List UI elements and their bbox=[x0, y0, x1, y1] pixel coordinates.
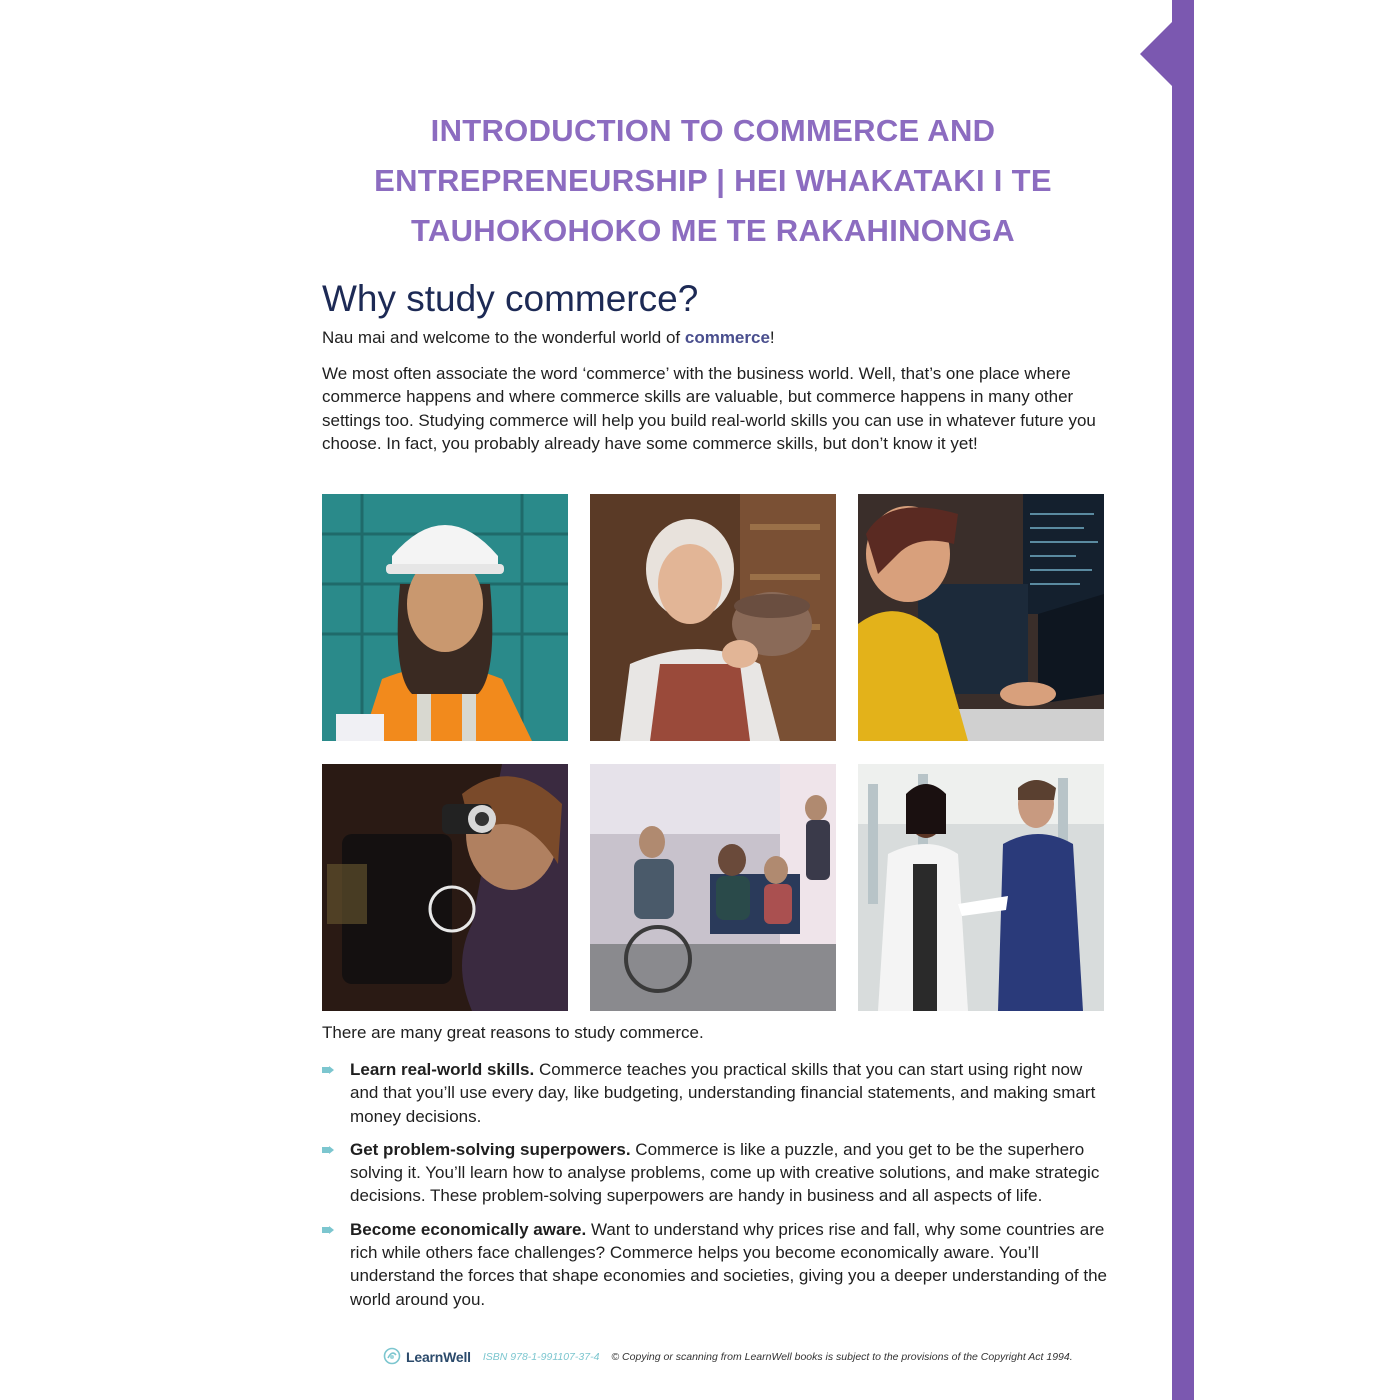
intro-paragraph bbox=[322, 326, 1112, 350]
list-item bbox=[322, 1058, 1112, 1128]
photo-construction-worker bbox=[322, 494, 568, 741]
reason-text: Want to understand why prices rise and fall, why some countries are rich while others face challenges? Commerce helps you become economically aware. You’ll understand the forces that shape economies and societies, giving you a deeper understanding of the world around you. bbox=[350, 1219, 1108, 1309]
reason-lead: Learn real-world skills. bbox=[350, 1060, 535, 1079]
photo-medical-staff bbox=[858, 764, 1104, 1011]
photo-programmer bbox=[858, 494, 1104, 741]
isbn-text: ISBN 978-1-991107-37-4 bbox=[482, 1351, 600, 1363]
photo-office-meeting bbox=[590, 764, 836, 1011]
arrow-bullet-icon bbox=[322, 1226, 334, 1234]
reasons-intro: There are many great reasons to study commerce. bbox=[322, 1023, 704, 1042]
arrow-bullet-icon bbox=[322, 1146, 334, 1154]
side-accent-bar bbox=[1172, 0, 1194, 1400]
reason-lead: Become economically aware. bbox=[350, 1219, 587, 1239]
page-footer bbox=[383, 1346, 1073, 1368]
list-item bbox=[322, 1218, 1112, 1311]
body-paragraph: We most often associate the word ‘commerce’ with the business world. Well, that’s one place where commerce happens and where commerce skills are valuable, but commerce happens in many other settings too. Studying commerce will help you build real-world skills you can use in whatever future you choose. In fact, you probably already have some commerce skills, but don’t know it yet! bbox=[322, 364, 1096, 453]
intro-text-end: ! bbox=[769, 328, 775, 347]
brand-name: LearnWell bbox=[406, 1349, 471, 1365]
photo-potter bbox=[590, 494, 836, 741]
copyright-text: © Copying or scanning from LearnWell books is subject to the provisions of the Copyright Act 1994. bbox=[611, 1351, 1073, 1363]
photo-camera-operator bbox=[322, 764, 568, 1011]
intro-keyword: commerce bbox=[684, 328, 770, 347]
list-item bbox=[322, 1138, 1112, 1208]
side-accent-tab bbox=[1140, 22, 1172, 86]
swirl-logo-icon bbox=[383, 1347, 401, 1368]
brand-logo bbox=[383, 1347, 471, 1368]
reason-lead: Get problem-solving superpowers. bbox=[350, 1139, 631, 1159]
reasons-list bbox=[322, 1058, 1112, 1321]
page-title: INTRODUCTION TO COMMERCE AND ENTREPRENEURSHIP | HEI WHAKATAKI I TE TAUHOKOHOKO ME TE RAKAHINONGA bbox=[374, 113, 1052, 248]
reason-text: Commerce teaches you practical skills that you can start using right now and that you’ll use every day, like budgeting, understanding financial statements, and making smart money decisions. bbox=[350, 1060, 1096, 1126]
reason-text: Commerce is like a puzzle, and you get to be the superhero solving it. You’ll learn how to analyse problems, come up with creative solutions, and make strategic decisions. These problem-solving superpowers are handy in business and all aspects of life. bbox=[350, 1139, 1100, 1206]
arrow-bullet-icon bbox=[322, 1066, 334, 1074]
intro-text: Nau mai and welcome to the wonderful world of bbox=[322, 328, 685, 347]
section-heading: Why study commerce? bbox=[322, 278, 699, 319]
